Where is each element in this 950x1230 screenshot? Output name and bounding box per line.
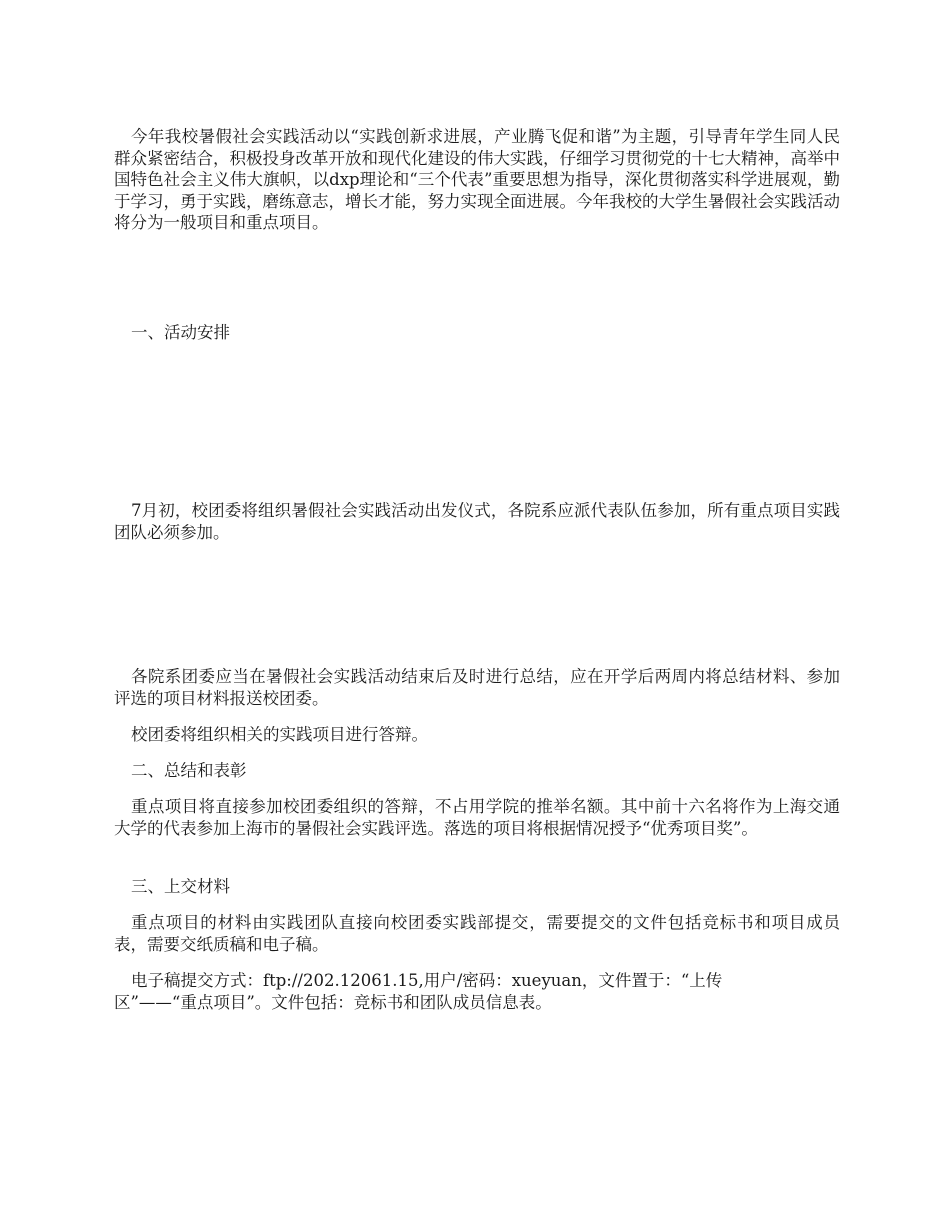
electronic-submission-line-1: 电子稿提交方式：ftp://202.12061.15,用户/密码：xueyuan，文件置于：“上传 — [131, 971, 723, 990]
paragraph-summary-submission: 各院系团委应当在暑假社会实践活动结束后及时进行总结，应在开学后两周内将总结材料、参加评选的项目材料报送校团委。 — [114, 667, 840, 708]
intro-paragraph: 今年我校暑假社会实践活动以“实践创新求进展，产业腾飞促和谐”为主题，引导青年学生同人民群众紧密结合，积极投身改革开放和现代化建设的伟大实践，仔细学习贯彻党的十七大精神，高举中国特色社会主义伟大旗帜，以dxp理论和“三个代表”重要思想为指导，深化贯彻落实科学进展观，勤于学习，勇于实践，磨练意志，增长才能，努力实现全面进展。今年我校的大学生暑假社会实践活动将分为一般项目和重点项目。 — [114, 127, 840, 232]
paragraph-electronic-submission — [114, 970, 840, 1013]
section-heading-summary-commendation: 二、总结和表彰 — [131, 761, 247, 780]
paragraph-defense: 校团委将组织相关的实践项目进行答辩。 — [131, 725, 428, 744]
paragraph-materials: 重点项目的材料由实践团队直接向校团委实践部提交，需要提交的文件包括竞标书和项目成员表，需要交纸质稿和电子稿。 — [114, 913, 840, 954]
paragraph-key-projects: 重点项目将直接参加校团委组织的答辩，不占用学院的推举名额。其中前十六名将作为上海交通大学的代表参加上海市的暑假社会实践评选。落选的项目将根据情况授予“优秀项目奖”。 — [114, 797, 840, 838]
section-heading-activity-arrangement: 一、活动安排 — [131, 323, 230, 342]
paragraph-launch-ceremony: 7月初，校团委将组织暑假社会实践活动出发仪式，各院系应派代表队伍参加，所有重点项目实践团队必须参加。 — [114, 501, 840, 542]
section-heading-submission-materials: 三、上交材料 — [131, 877, 230, 896]
electronic-submission-line-2: 区”——“重点项目”。文件包括：竞标书和团队成员信息表。 — [114, 992, 552, 1012]
